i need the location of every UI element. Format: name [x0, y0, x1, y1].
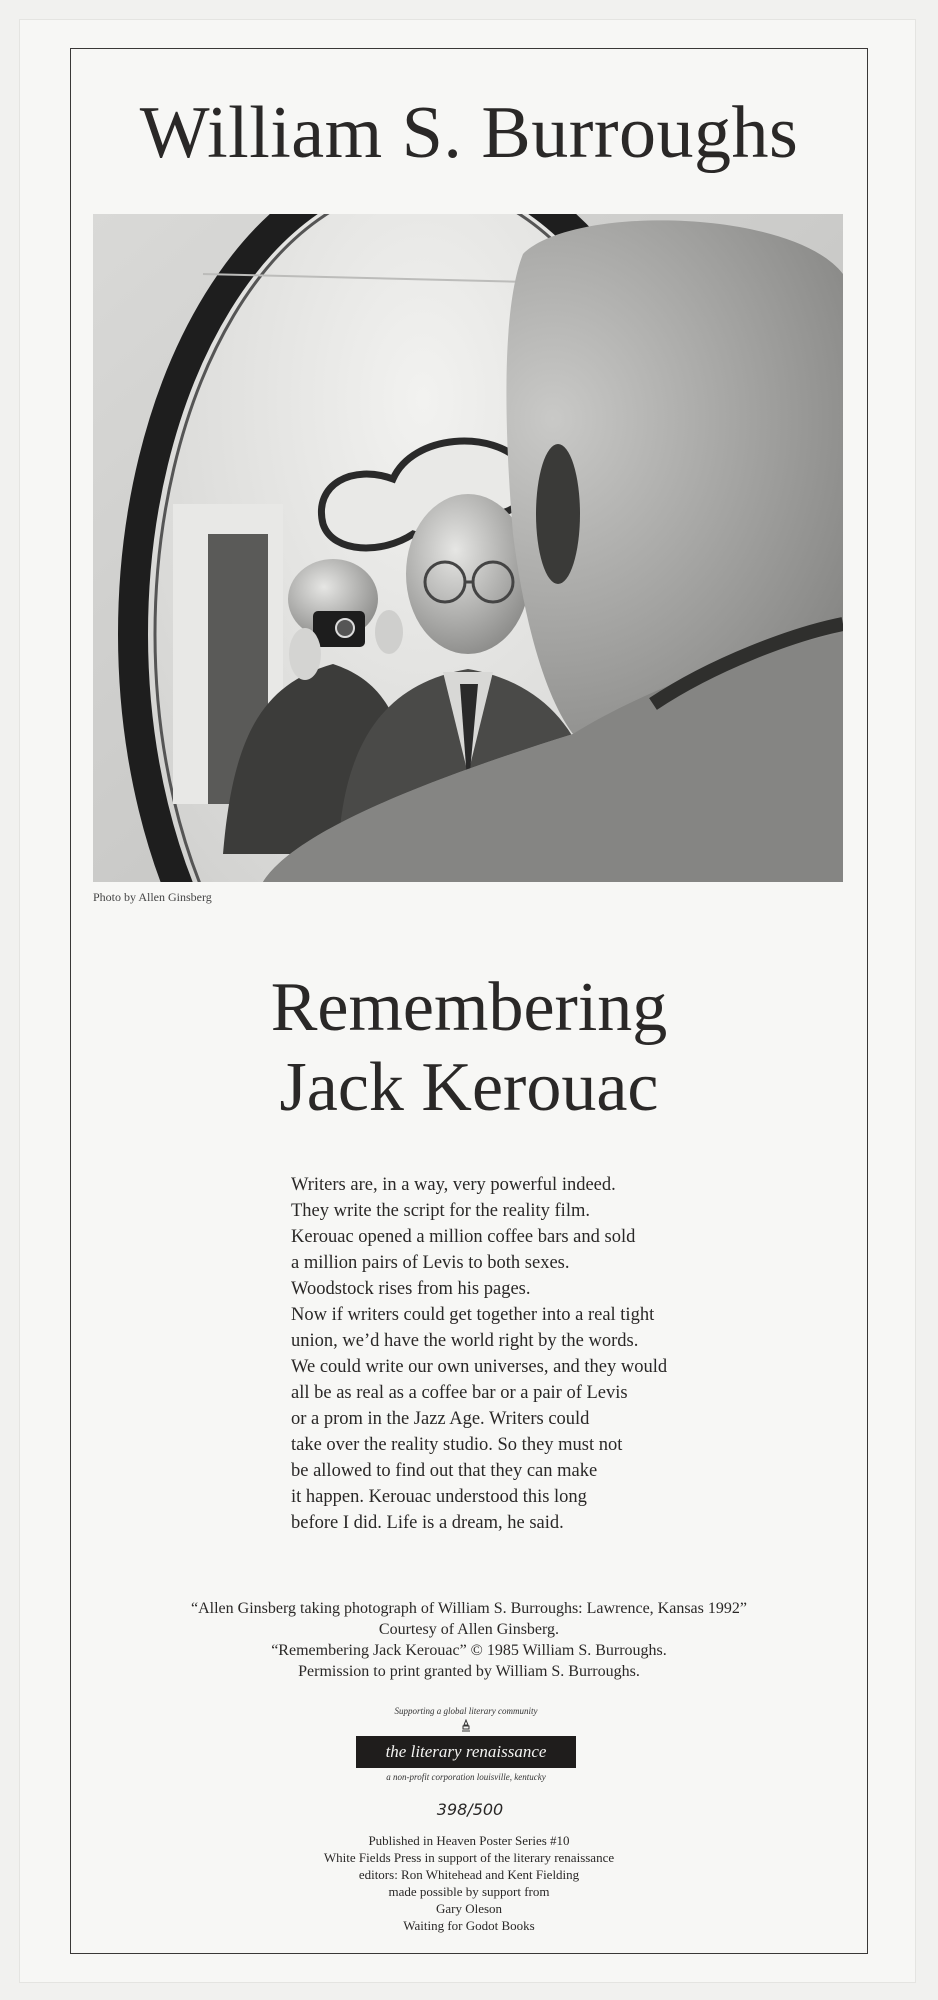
poem-line: or a prom in the Jazz Age. Writers could	[291, 1409, 590, 1429]
publication-line: editors: Ron Whitehead and Kent Fielding	[358, 1867, 580, 1882]
poem-line: They write the script for the reality film.	[291, 1201, 590, 1221]
poem-line: Now if writers could get together into a real tight	[291, 1305, 655, 1325]
poem-title-line-2: Jack Kerouac	[279, 1049, 659, 1126]
publication-line: Gary Oleson	[435, 1901, 503, 1916]
credit-line: Courtesy of Allen Ginsberg.	[378, 1621, 560, 1638]
poem-line: before I did. Life is a dream, he said.	[291, 1513, 564, 1533]
publication-line: Published in Heaven Poster Series #10	[368, 1833, 570, 1848]
publication-line: White Fields Press in support of the literary renaissance	[323, 1850, 615, 1865]
poem-text	[291, 1172, 771, 1536]
poem-line: Woodstock rises from his pages.	[291, 1279, 531, 1299]
poem-title-line-1: Remembering	[270, 969, 668, 1046]
literary-renaissance-logo	[356, 1706, 576, 1806]
credit-line: Permission to print granted by William S. Burroughs.	[298, 1663, 640, 1680]
poem-line: Kerouac opened a million coffee bars and sold	[291, 1227, 636, 1247]
lamp-icon	[459, 1719, 473, 1733]
poem-line: be allowed to find out that they can make	[291, 1461, 598, 1481]
poem-line: Writers are, in a way, very powerful indeed.	[291, 1175, 616, 1195]
poem-line: take over the reality studio. So they must not	[291, 1435, 623, 1455]
logo-name: the literary renaissance	[356, 1736, 576, 1768]
publication-info	[70, 1832, 868, 1934]
publication-line: made possible by support from	[388, 1884, 550, 1899]
poem-line: union, we’d have the world right by the words.	[291, 1331, 639, 1351]
credit-line: “Remembering Jack Kerouac” © 1985 William S. Burroughs.	[271, 1642, 667, 1659]
poem-line: all be as real as a coffee bar or a pair of Levis	[291, 1383, 628, 1403]
poem-title	[70, 968, 868, 1128]
publication-line: Waiting for Godot Books	[403, 1918, 535, 1933]
photo-credit: Photo by Allen Ginsberg	[93, 890, 212, 904]
photograph	[93, 214, 843, 882]
poster-title: William S. Burroughs	[139, 92, 799, 174]
poem-line: We could write our own universes, and they would	[291, 1357, 668, 1377]
credits	[70, 1598, 868, 1682]
poem-line: a million pairs of Levis to both sexes.	[291, 1253, 570, 1273]
poem-line: it happen. Kerouac understood this long	[291, 1487, 587, 1507]
edition-number: 398/500	[436, 1800, 504, 1819]
credit-line: “Allen Ginsberg taking photograph of William S. Burroughs: Lawrence, Kansas 1992”	[191, 1600, 747, 1617]
logo-subtext: a non-profit corporation louisville, kentucky	[386, 1772, 546, 1782]
logo-tagline: Supporting a global literary community	[394, 1706, 538, 1716]
